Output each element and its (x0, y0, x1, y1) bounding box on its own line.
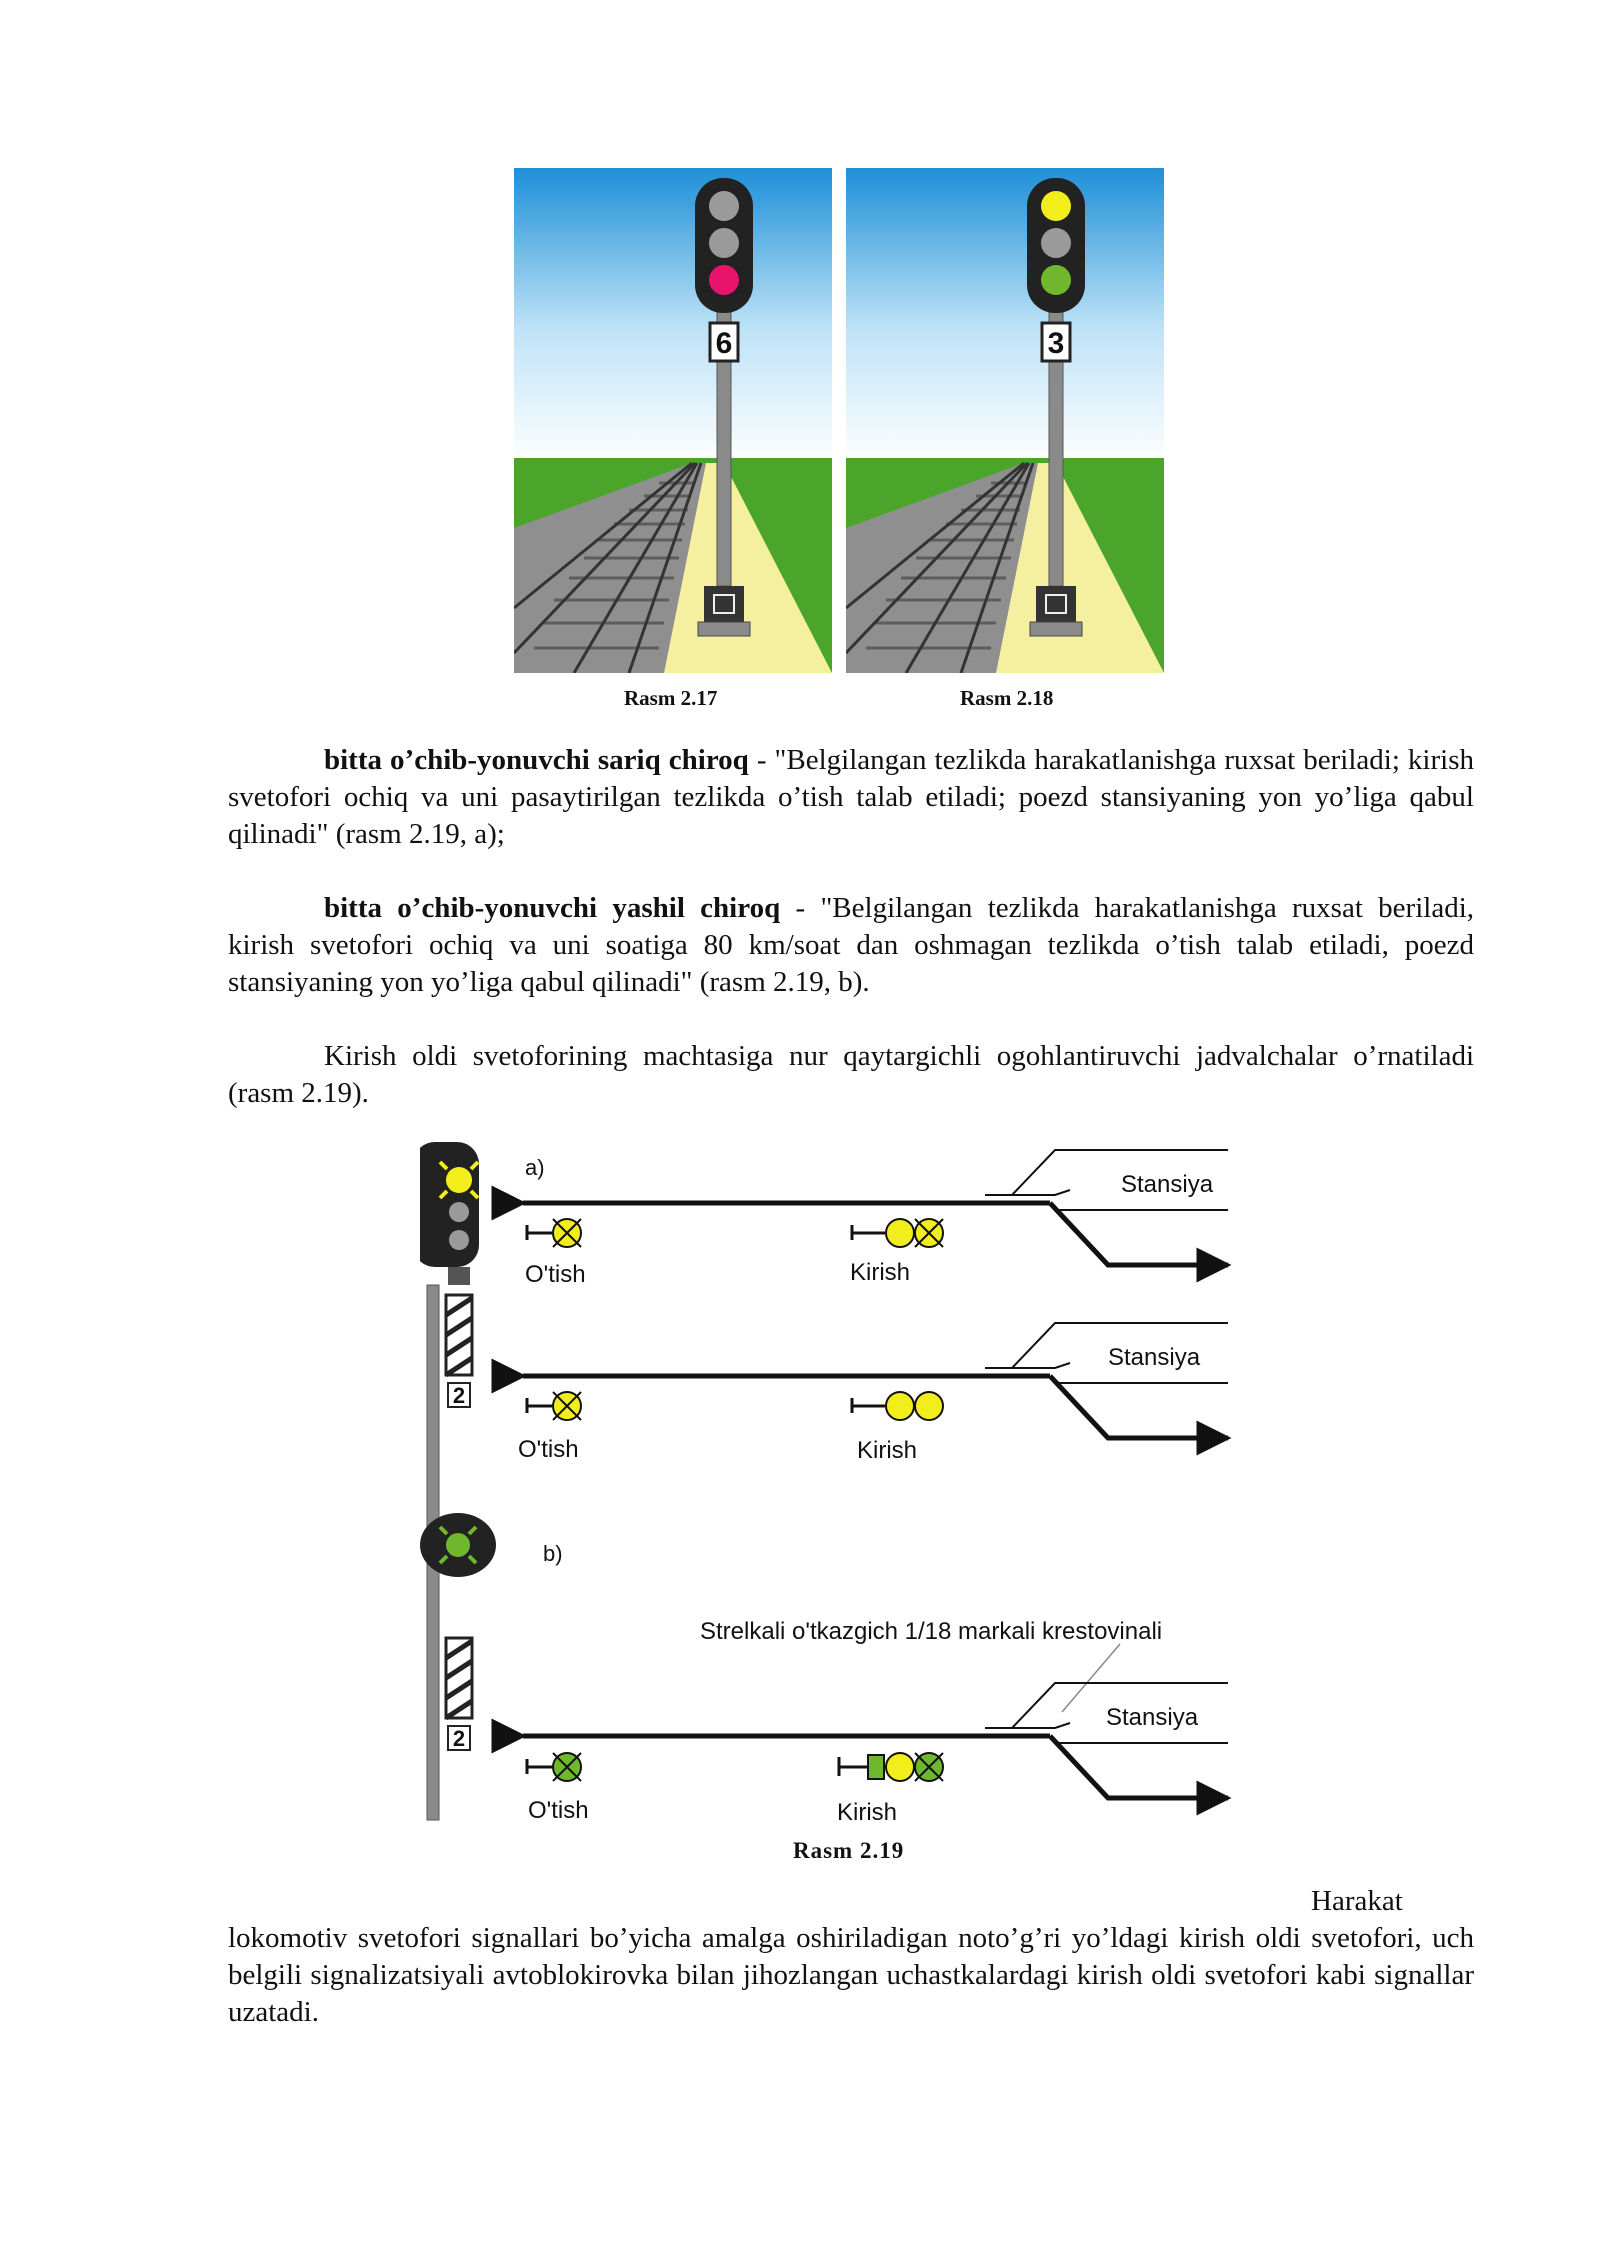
figure-2-19-caption: Rasm 2.19 (793, 1838, 905, 1863)
paragraph-text: lokomotiv svetofori signallari bo’yicha amalga oshiriladigan noto’g’ri yo’ldagi kirish oldi svetofori, uch belgili signalizatsiyali avtoblokirovka bilan jihozlangan uchastkalardagi kirish oldi svetofori kabi signallar uzatadi. (228, 1922, 1474, 2028)
lamp-off-top (709, 191, 739, 221)
track-diagram-3 (523, 1683, 1228, 1798)
plate-number: 2 (452, 1383, 466, 1408)
entry-signal-icon (852, 1392, 943, 1420)
figure-2-18-caption: Rasm 2.18 (960, 686, 1054, 710)
entry-label: Kirish (837, 1799, 898, 1826)
track-diagram-1 (523, 1150, 1228, 1265)
figure-2-17-caption: Rasm 2.17 (624, 686, 718, 710)
term-yellow-flashing: bitta o’chib-yonuvchi sariq chiroq (324, 744, 749, 776)
lamp-yellow-flashing (446, 1167, 472, 1193)
sky (846, 168, 1164, 463)
entry-label: Kirish (850, 1259, 911, 1286)
paragraph-reflector-plates (228, 1038, 1474, 1112)
paragraph-first-word: Harakat (1311, 1885, 1403, 1917)
pass-signal-icon (527, 1219, 581, 1247)
paragraph-text: - "Belgilangan tezlikda harakatlanishga ruxsat beriladi, kirish svetofori ochiq va uni soatiga 80 km/soat dan oshmagan tezlikda o’tish talab etiladi, poezd stansiyaning yon yo’liga qabul qilinadi" (rasm 2.19, b). (228, 892, 1474, 998)
figure-2-18-signal (846, 168, 1164, 673)
signal-b (420, 1513, 496, 1820)
plate-number: 3 (1047, 327, 1065, 360)
part-a-label: a) (525, 1155, 545, 1180)
sky (514, 168, 832, 463)
term-green-flashing: bitta o’chib-yonuvchi yashil chiroq (324, 892, 781, 924)
signal-base (1036, 586, 1076, 622)
paragraph-yellow-flashing (228, 742, 1474, 853)
station-label: Stansiya (1121, 1171, 1214, 1198)
pass-label: O'tish (525, 1261, 586, 1288)
entry-label: Kirish (857, 1437, 918, 1464)
plate-number: 2 (452, 1726, 466, 1751)
lamp-green (1041, 265, 1071, 295)
paragraph-green-flashing (228, 890, 1474, 1001)
pass-label: O'tish (518, 1436, 579, 1463)
paragraph-text: - "Belgilangan tezlikda harakatlanishga ruxsat beriladi; kirish svetofori ochiq va uni pasaytirilgan tezlikda o’tish talab etiladi; poezd stansiyaning yon yo’liga qabul qilinadi" (rasm 2.19, a); (228, 744, 1474, 850)
lamp-red (709, 265, 739, 295)
switch-note: Strelkali o'tkazgich 1/18 markali krestovinali (700, 1618, 1163, 1645)
switch-note-leader (1062, 1644, 1120, 1712)
figure-2-19-diagram (420, 1140, 1280, 1840)
entry-signal-icon (839, 1753, 943, 1781)
pass-signal-icon (527, 1753, 581, 1781)
plate-number: 6 (715, 327, 733, 360)
paragraph-locomotive-signals (228, 1920, 1474, 2031)
paragraph-text: Kirish oldi svetoforining machtasiga nur qaytargichli ogohlantiruvchi jadvalchalar o’rnatiladi (rasm 2.19). (228, 1040, 1474, 1109)
figure-2-17-signal (514, 168, 832, 673)
station-label: Stansiya (1108, 1344, 1201, 1371)
pass-label: O'tish (528, 1797, 589, 1824)
track-diagram-2 (523, 1323, 1228, 1438)
part-b-label: b) (543, 1541, 563, 1566)
lamp-off-middle (709, 228, 739, 258)
lamp-green-flashing (446, 1533, 470, 1557)
station-label: Stansiya (1106, 1704, 1199, 1731)
lamp-off-middle (1041, 228, 1071, 258)
entry-signal-icon (852, 1219, 943, 1247)
lamp-yellow (1041, 191, 1071, 221)
signal-base (704, 586, 744, 622)
pass-signal-icon (527, 1392, 581, 1420)
